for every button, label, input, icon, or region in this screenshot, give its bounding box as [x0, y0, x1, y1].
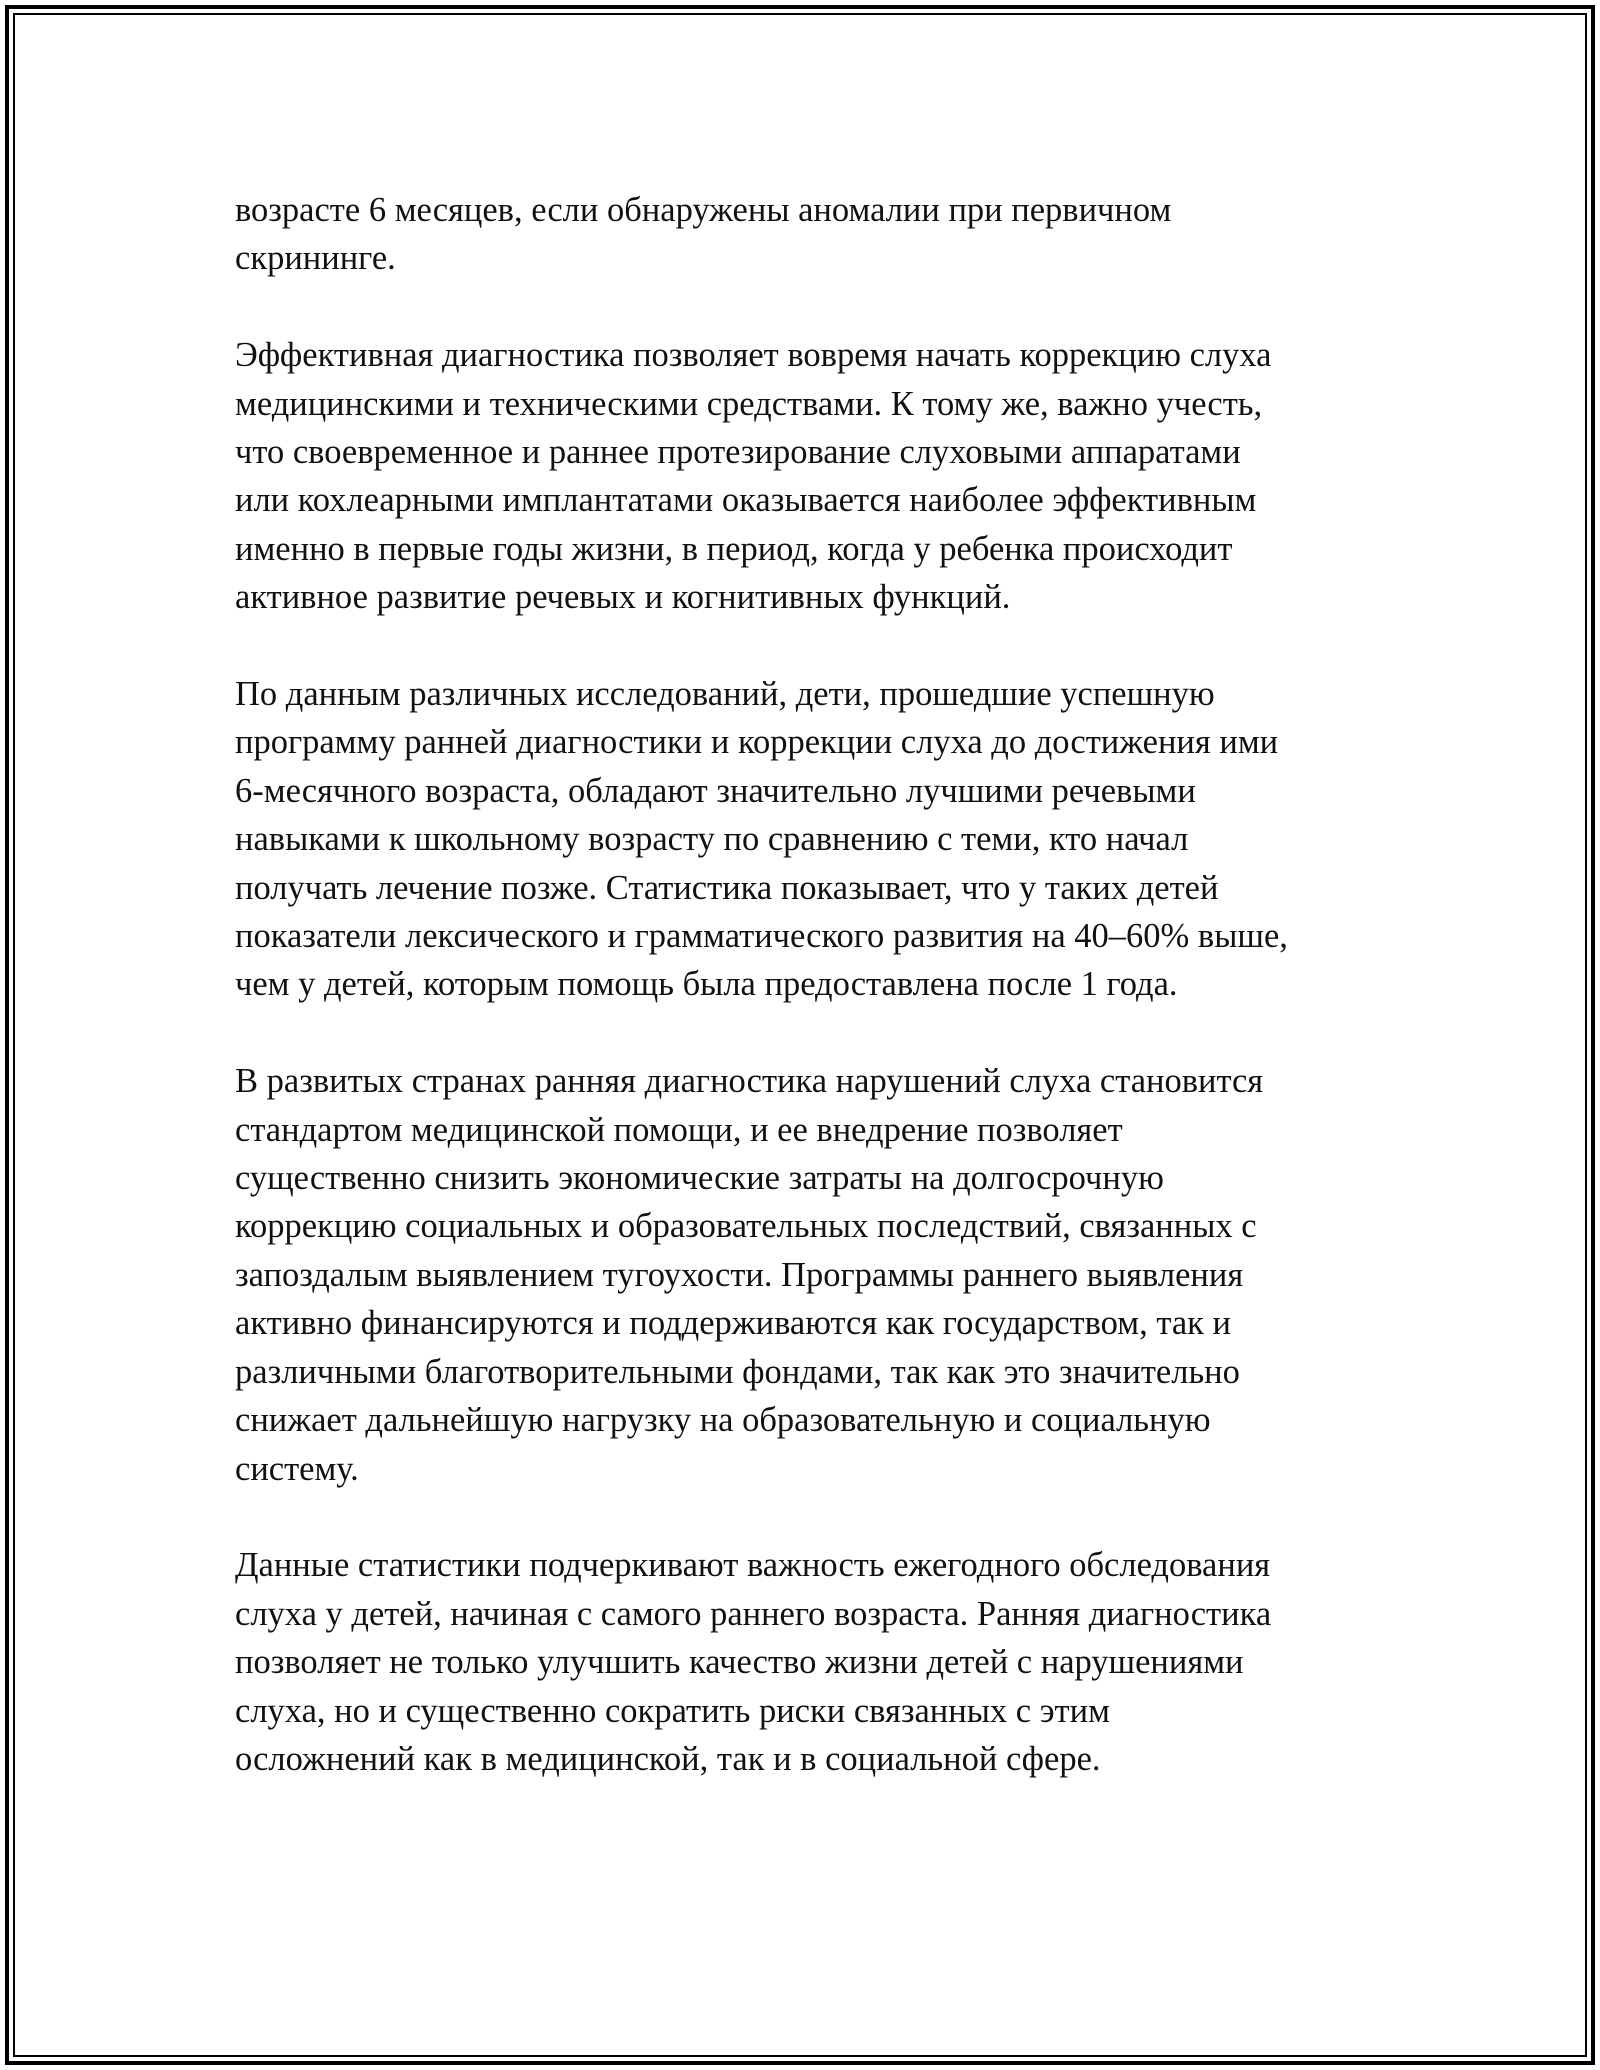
text-line: 6-месячного возраста, обладают значительно лучшими речевыми — [235, 771, 1196, 810]
text-line: снижает дальнейшую нагрузку на образовательную и социальную — [235, 1401, 1211, 1440]
paragraph-4 — [235, 1057, 1415, 1493]
text-line: чем у детей, которым помощь была предоставлена после 1 года. — [235, 965, 1178, 1004]
text-line: получать лечение позже. Статистика показывает, что у таких детей — [235, 868, 1219, 907]
paragraph-5 — [235, 1541, 1415, 1783]
text-line: навыками к школьному возрасту по сравнению с теми, кто начал — [235, 820, 1189, 859]
text-line: медицинскими и техническими средствами. К тому же, важно учесть, — [235, 384, 1263, 423]
text-line: Эффективная диагностика позволяет вовремя начать коррекцию слуха — [235, 336, 1272, 375]
text-line: скрининге. — [235, 239, 396, 278]
text-line: слуха, но и существенно сократить риски связанных с этим — [235, 1691, 1110, 1730]
text-line: Данные статистики подчеркивают важность ежегодного обследования — [235, 1546, 1271, 1585]
text-line: систему. — [235, 1449, 359, 1488]
text-line: активно финансируются и поддерживаются как государством, так и — [235, 1304, 1232, 1343]
text-line: По данным различных исследований, дети, прошедшие успешную — [235, 675, 1215, 714]
text-line: осложнений как в медицинской, так и в социальной сфере. — [235, 1739, 1101, 1778]
text-line: запоздалым выявлением тугоухости. Программы раннего выявления — [235, 1255, 1244, 1294]
text-line: программу ранней диагностики и коррекции слуха до достижения ими — [235, 723, 1279, 762]
text-line: показатели лексического и грамматического развития на 40–60% выше, — [235, 917, 1288, 956]
text-line: или кохлеарными имплантатами оказывается наиболее эффективным — [235, 481, 1257, 520]
text-line: возрасте 6 месяцев, если обнаружены аномалии при первичном — [235, 191, 1172, 229]
paragraph-2 — [235, 331, 1415, 621]
text-line: позволяет не только улучшить качество жизни детей с нарушениями — [235, 1643, 1244, 1682]
text-line: существенно снизить экономические затраты на долгосрочную — [235, 1159, 1164, 1198]
text-line: активное развитие речевых и когнитивных функций. — [235, 578, 1011, 617]
text-line: В развитых странах ранняя диагностика нарушений слуха становится — [235, 1062, 1264, 1101]
document-body — [235, 186, 1415, 1832]
text-line: что своевременное и раннее протезирование слуховыми аппаратами — [235, 433, 1241, 472]
text-line: именно в первые годы жизни, в период, когда у ребенка происходит — [235, 529, 1233, 568]
paragraph-3 — [235, 670, 1415, 1009]
text-line: коррекцию социальных и образовательных последствий, связанных с — [235, 1207, 1257, 1246]
text-line: различными благотворительными фондами, так как это значительно — [235, 1352, 1240, 1391]
text-line: стандартом медицинской помощи, и ее внедрение позволяет — [235, 1110, 1123, 1149]
text-line: слуха у детей, начиная с самого раннего возраста. Ранняя диагностика — [235, 1594, 1272, 1633]
paragraph-1 — [235, 186, 1415, 283]
